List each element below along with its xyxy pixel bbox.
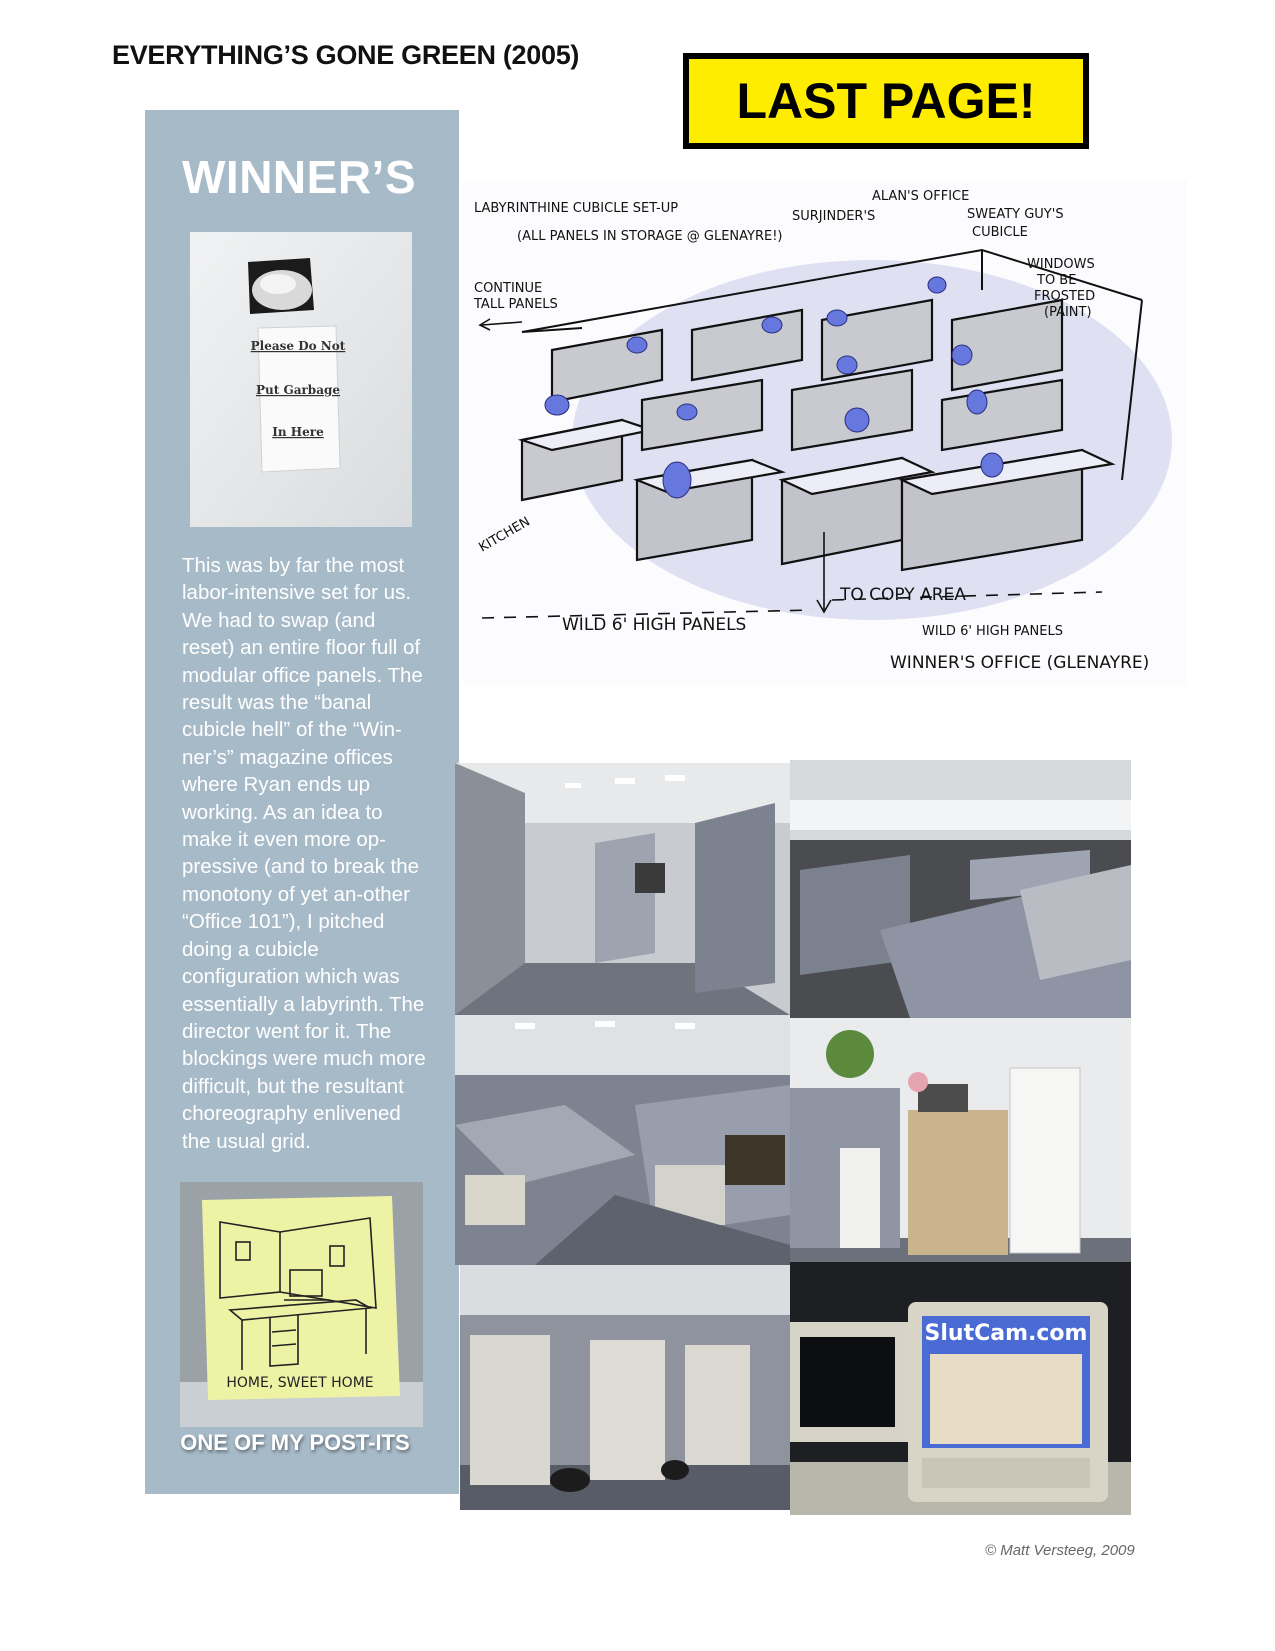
sidebar-heading: WINNER’S <box>182 151 416 203</box>
postit-text: HOME, SWEET HOME <box>226 1375 374 1391</box>
sketch-label-windows-2: TO BE <box>1037 273 1077 288</box>
copyright-notice: © Matt Versteeg, 2009 <box>985 1542 1135 1559</box>
sketch-label-subtitle: (ALL PANELS IN STORAGE @ GLENAYRE!) <box>517 229 783 244</box>
cubicle-aerial-photo <box>790 760 1131 1018</box>
cubicle-clutter-photo <box>455 1015 790 1265</box>
sidebar-body-text: This was by far the most labor-intensive set for us. We had to swap (and reset) an entire floor full of modular office panels. The result was the “banal cubicle hell” of the “Win-ner’s” magazine offices where Ryan ends up working. As an idea to make it even more op-pressive (and to break the monotony of yet an-other “Office 101”), I pitched doing a cubicle configuration which was essentially a labyrinth. The director went for it. The blockings were much more difficult, but the resultant choreography enlivened the usual grid. <box>182 554 426 1153</box>
sketch-label-wild-left: WILD 6' HIGH PANELS <box>562 615 747 635</box>
page-title: EVERYTHING’S GONE GREEN (2005) <box>112 40 580 70</box>
sketch-label-wild-right: WILD 6' HIGH PANELS <box>922 624 1063 639</box>
postit-caption: ONE OF MY POST-ITS <box>180 1430 410 1455</box>
sign-line-1: Please Do Not <box>250 339 346 353</box>
sketch-label-continue-2: TALL PANELS <box>474 297 558 312</box>
sketch-label-title: LABYRINTHINE CUBICLE SET-UP <box>474 201 679 216</box>
sketch-label-sweaty-2: CUBICLE <box>972 225 1028 240</box>
sketch-label-winners-office: WINNER'S OFFICE (GLENAYRE) <box>890 653 1150 673</box>
sketch-label-copy-area: TO COPY AREA <box>840 585 966 605</box>
sketch-label-continue-1: CONTINUE <box>474 281 543 296</box>
cubicle-corridor-photo <box>455 763 790 1015</box>
sketch-label-kitchen: KITCHEN <box>476 514 533 556</box>
sketch-label-windows-3: FROSTED <box>1034 289 1096 304</box>
sketch-label-windows-1: WINDOWS <box>1027 257 1095 272</box>
last-page-banner: LAST PAGE! <box>683 53 1089 149</box>
sketch-label-surjinder: SURJINDER'S <box>792 209 876 224</box>
sketch-label-alan: ALAN'S OFFICE <box>872 189 970 204</box>
kitchen-area-photo <box>790 1018 1131 1273</box>
labyrinth-sketch <box>462 180 1187 685</box>
monitor-closeup-photo <box>790 1262 1131 1515</box>
sketch-label-sweaty-1: SWEATY GUY'S <box>967 207 1064 222</box>
postit-photo <box>180 1182 423 1427</box>
sketch-label-windows-4: (PAINT) <box>1044 305 1092 320</box>
garbage-sign-photo <box>190 232 412 527</box>
sign-line-2: Put Garbage <box>255 383 341 397</box>
slutcam-site-title: SlutCam.com <box>924 1321 1088 1346</box>
sign-line-3: In Here <box>272 425 324 439</box>
copier-room-photo <box>460 1265 790 1510</box>
